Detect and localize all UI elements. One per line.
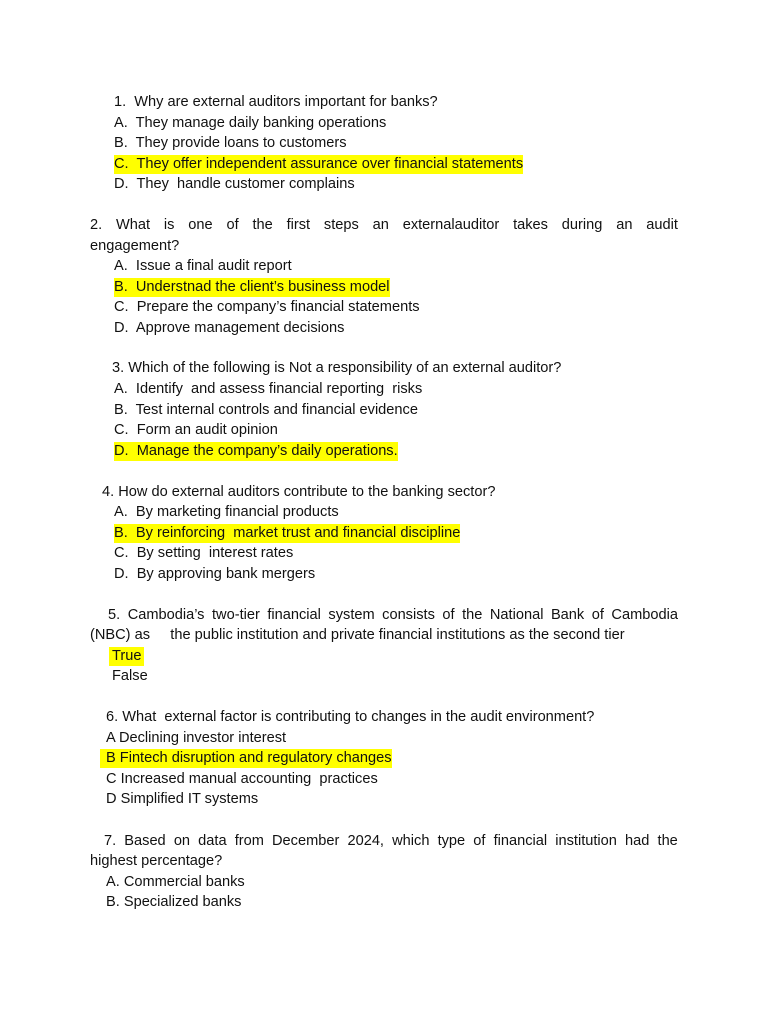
question-5-stem-line-1 (108, 606, 678, 627)
question-6-option-b-highlighted: B Fintech disruption and regulatory changes (100, 749, 392, 768)
question-5-option-true-highlighted: True (109, 647, 144, 666)
word: the (657, 832, 678, 849)
question-1-option-c-highlighted: C. They offer independent assurance over financial statements (114, 155, 524, 172)
word: takes (513, 217, 548, 233)
question-6-option-d: D Simplified IT systems (106, 791, 259, 807)
question-1-option-d: D. They handle customer complains (114, 176, 355, 192)
word: system (328, 606, 375, 623)
question-7-stem-line-1 (104, 832, 678, 853)
word: is (163, 217, 175, 233)
word: Based (124, 832, 166, 849)
question-5-stem (108, 606, 678, 627)
question-2-stem-line-1 (90, 216, 678, 237)
word: type (437, 832, 466, 849)
question-2-stem-line-2: engagement? (90, 237, 180, 254)
word: 2024, (347, 832, 384, 849)
word: which (392, 832, 430, 849)
question-2-option-d: D. Approve management decisions (114, 319, 345, 336)
question-3-stem: 3. Which of the following is Not a responsibility of an external auditor? (112, 360, 562, 376)
word: National (489, 606, 544, 623)
word: data (198, 832, 227, 849)
question-6-stem: 6. What external factor is contributing to changes in the audit environment? (106, 709, 595, 725)
question-7-stem (104, 832, 678, 853)
word: from (234, 832, 264, 849)
word: 2. (90, 217, 103, 233)
question-1-option-b: B. They provide loans to customers (114, 135, 347, 151)
word: had (625, 832, 650, 849)
question-7-option-a: A. Commercial banks (106, 873, 245, 890)
word: What (116, 217, 151, 233)
word: of (226, 217, 239, 233)
question-5-option-false: False (112, 668, 148, 684)
question-4-option-a: A. By marketing financial products (114, 504, 339, 520)
question-3-option-a: A. Identify and assess financial reporting risks (114, 381, 423, 397)
word: 7. (104, 832, 117, 849)
word: consists (382, 606, 435, 623)
question-4-option-d: D. By approving bank mergers (114, 565, 316, 582)
question-1-stem: 1. Why are external auditors important for banks? (114, 94, 438, 110)
word: Cambodia’s (127, 606, 205, 623)
question-2-option-b-highlighted: B. Understnad the client’s business model (114, 278, 390, 295)
question-3-option-c: C. Form an audit opinion (114, 422, 278, 438)
word: the (462, 606, 483, 623)
question-2-option-c: C. Prepare the company’s financial statements (114, 299, 420, 315)
word: an (372, 217, 389, 233)
word: first (286, 217, 311, 233)
question-2-option-a: A. Issue a final audit report (114, 258, 292, 274)
word: institution (555, 832, 617, 849)
question-2-stem (90, 216, 678, 257)
word: during (561, 217, 603, 233)
word: 5. (108, 606, 121, 623)
word: Cambodia (611, 606, 678, 623)
word: Bank (550, 606, 585, 623)
word: December (272, 832, 340, 849)
word: financial (493, 832, 548, 849)
question-6-option-a: A Declining investor interest (106, 729, 287, 746)
question-3-option-d-highlighted: D. Manage the company’s daily operations. (114, 442, 398, 459)
word: financial (267, 606, 321, 623)
question-7-option-b: B. Specialized banks (106, 894, 242, 910)
word: steps (323, 217, 359, 233)
word: of (442, 606, 455, 623)
question-3-option-b: B. Test internal controls and financial evidence (114, 401, 418, 418)
question-5-stem-line-2: (NBC) as the public institution and private financial institutions as the second tier (90, 627, 625, 643)
word: one (188, 217, 213, 233)
question-4-stem: 4. How do external auditors contribute to the banking sector? (102, 483, 496, 500)
word: of (473, 832, 486, 849)
word: of (591, 606, 604, 623)
word: on (173, 832, 191, 849)
word: an (616, 217, 633, 233)
question-4-option-b-highlighted: B. By reinforcing market trust and financial discipline (114, 524, 461, 541)
word: audit (646, 217, 678, 233)
word: externalauditor (402, 217, 500, 233)
word: two-tier (212, 606, 260, 623)
question-6-option-c: C Increased manual accounting practices (106, 770, 378, 787)
question-1-option-a: A. They manage daily banking operations (114, 114, 387, 131)
question-4-option-c: C. By setting interest rates (114, 545, 294, 561)
word: the (252, 217, 273, 233)
question-7-stem-line-2: highest percentage? (90, 853, 223, 869)
